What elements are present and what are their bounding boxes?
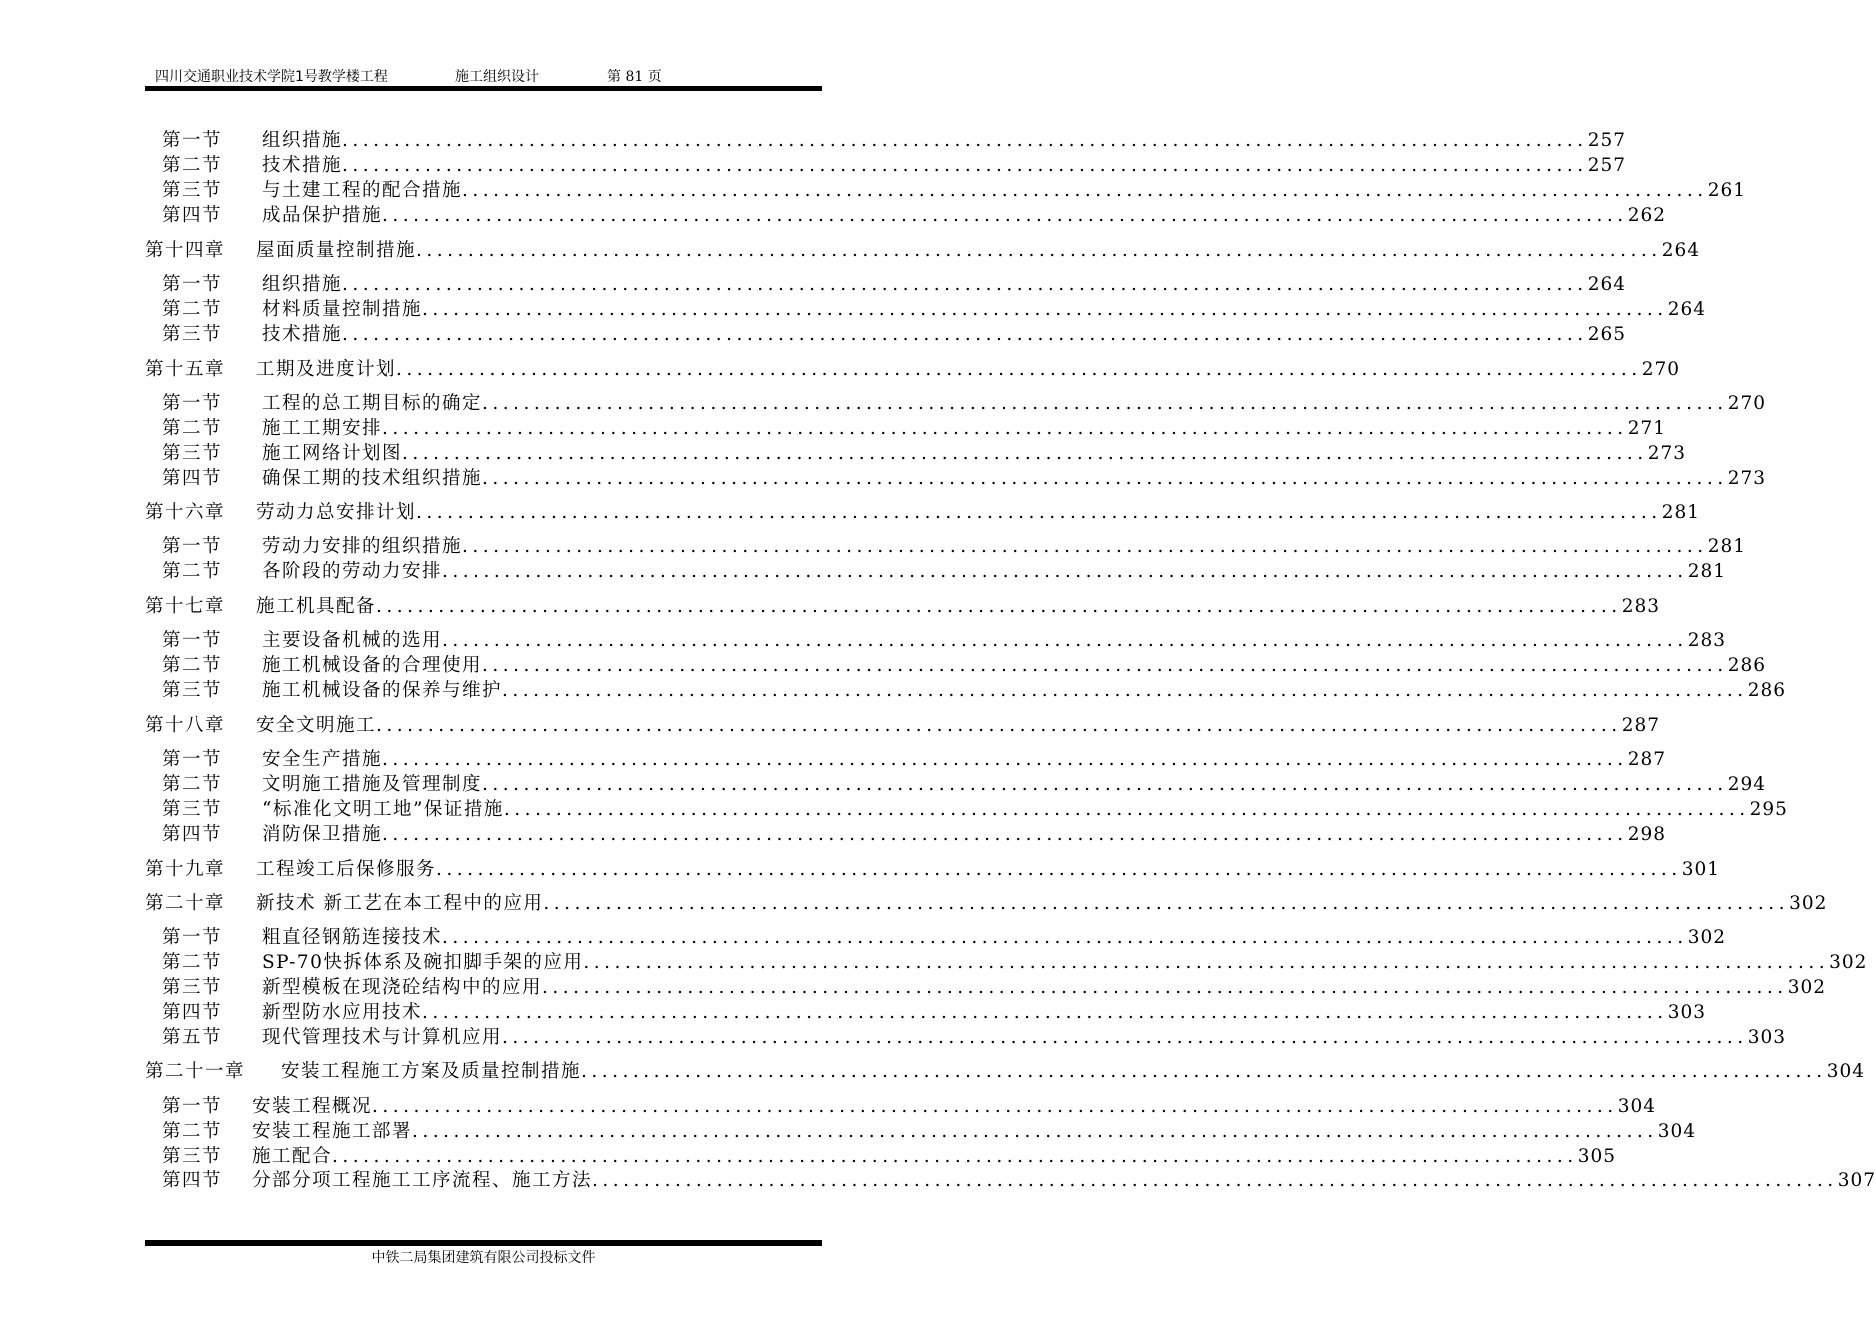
toc-leader-dots: ........................................................................................................................ (502, 680, 1748, 701)
toc-section-entry[interactable] (162, 651, 1767, 676)
toc-entry-page: 281 (1661, 502, 1701, 523)
toc-entry-page: 298 (1627, 824, 1667, 845)
toc-entry-number: 第四节 (162, 1170, 223, 1191)
toc-entry-page: 302 (1787, 977, 1827, 998)
toc-entry-title: 工期及进度计划 (256, 359, 397, 380)
toc-entry-title: 工程的总工期目标的确定 (262, 393, 483, 414)
toc-entry-page: 270 (1641, 359, 1681, 380)
toc-entry-title: 确保工期的技术组织措施 (262, 468, 483, 489)
toc-leader-dots: ........................................................................................................................ (402, 443, 1648, 464)
toc-leader-dots: ........................................................................................................................ (342, 155, 1588, 176)
toc-entry-page: 273 (1647, 443, 1687, 464)
toc-entry-page: 286 (1727, 655, 1767, 676)
toc-leader-dots: ........................................................................................................................ (502, 1027, 1748, 1048)
toc-leader-dots: ........................................................................................................................ (482, 468, 1728, 489)
toc-entry-number: 第二节 (162, 952, 223, 973)
toc-entry-page: 257 (1587, 130, 1627, 151)
toc-leader-dots: ........................................................................................................................ (376, 596, 1622, 617)
toc-entry-page: 295 (1749, 799, 1788, 820)
toc-entry-page: 304 (1657, 1121, 1697, 1142)
toc-leader-dots: ........................................................................................................................ (416, 502, 1662, 523)
toc-entry-number: 第十六章 (145, 502, 226, 523)
toc-entry-title: 与土建工程的配合措施 (262, 180, 463, 201)
toc-entry-number: 第四节 (162, 205, 223, 226)
toc-chapter-entry[interactable] (145, 711, 1661, 736)
toc-entry-number: 第三节 (162, 324, 223, 345)
toc-leader-dots: ........................................................................................................................ (342, 274, 1588, 295)
toc-entry-title: SP-70快拆体系及碗扣脚手架的应用 (262, 952, 584, 973)
toc-entry-title: 安装工程概况 (252, 1096, 373, 1117)
toc-section-entry[interactable] (162, 676, 1787, 701)
toc-section-entry[interactable] (162, 439, 1687, 464)
toc-section-entry[interactable] (162, 464, 1767, 489)
toc-entry-title: 组织措施 (262, 274, 343, 295)
toc-entry-page: 281 (1687, 561, 1727, 582)
toc-entry-title: 技术措施 (262, 155, 343, 176)
toc-entry-number: 第三节 (162, 799, 223, 820)
toc-leader-dots: ........................................................................................................................ (462, 180, 1708, 201)
toc-entry-page: 303 (1667, 1002, 1707, 1023)
toc-entry-number: 第四节 (162, 824, 223, 845)
toc-entry-page: 273 (1727, 468, 1767, 489)
toc-section-entry[interactable] (162, 389, 1767, 414)
toc-chapter-entry[interactable] (145, 592, 1661, 617)
toc-entry-title: 新型模板在现浇砼结构中的应用 (262, 977, 543, 998)
toc-leader-dots: ........................................................................................................................ (342, 130, 1588, 151)
toc-entry-title: 分部分项工程施工工序流程、施工方法 (252, 1170, 593, 1191)
toc-entry-page: 287 (1627, 749, 1667, 770)
toc-entry-page: 257 (1587, 155, 1627, 176)
toc-entry-title: 施工工期安排 (262, 418, 383, 439)
toc-entry-page: 264 (1587, 274, 1627, 295)
toc-section-entry[interactable] (162, 151, 1627, 176)
toc-leader-dots: ........................................................................................................................ (442, 630, 1688, 651)
toc-entry-page: 281 (1707, 536, 1747, 557)
toc-entry-title: 粗直径钢筋连接技术 (262, 927, 443, 948)
toc-leader-dots: ........................................................................................................................ (583, 952, 1830, 973)
toc-entry-title: 新型防水应用技术 (262, 1002, 423, 1023)
toc-leader-dots: ........................................................................................................................ (462, 536, 1708, 557)
toc-leader-dots: ........................................................................................................................ (442, 561, 1688, 582)
toc-leader-dots: ........................................................................................................................ (376, 715, 1622, 736)
toc-section-entry[interactable] (162, 201, 1667, 226)
toc-entry-title: 劳动力安排的组织措施 (262, 536, 463, 557)
toc-entry-number: 第三节 (162, 977, 223, 998)
toc-entry-number: 第三节 (162, 180, 223, 201)
toc-entry-number: 第五节 (162, 1027, 223, 1048)
toc-section-entry[interactable] (162, 973, 1827, 998)
toc-entry-page: 305 (1577, 1146, 1617, 1167)
toc-section-entry[interactable] (162, 948, 1868, 973)
header-document-type: 施工组织设计 (455, 69, 539, 85)
toc-entry-number: 第二节 (162, 655, 223, 676)
toc-entry-page: 303 (1747, 1027, 1787, 1048)
toc-entry-title: 施工配合 (252, 1146, 333, 1167)
toc-leader-dots: ........................................................................................................................ (503, 799, 1750, 820)
toc-leader-dots: ........................................................................................................................ (396, 359, 1642, 380)
toc-entry-title: 材料质量控制措施 (262, 299, 423, 320)
toc-entry-number: 第二节 (162, 774, 223, 795)
toc-leader-dots: ........................................................................................................................ (422, 299, 1668, 320)
toc-entry-title: 施工网络计划图 (262, 443, 403, 464)
toc-entry-page: 307 (1837, 1170, 1876, 1191)
toc-entry-page: 304 (1826, 1061, 1866, 1082)
toc-entry-title: 新技术 新工艺在本工程中的应用 (256, 893, 544, 914)
header-page-number: 第 81 页 (607, 69, 662, 85)
toc-chapter-entry[interactable] (145, 889, 1828, 914)
toc-leader-dots: ........................................................................................................................ (416, 240, 1662, 261)
toc-entry-page: 301 (1681, 859, 1721, 880)
toc-leader-dots: ........................................................................................................................ (382, 824, 1628, 845)
toc-section-entry[interactable] (162, 770, 1767, 795)
toc-entry-title: 安装工程施工部署 (252, 1121, 413, 1142)
toc-section-entry[interactable] (162, 126, 1627, 151)
toc-entry-page: 265 (1587, 324, 1627, 345)
toc-section-entry[interactable] (162, 414, 1667, 439)
toc-section-entry[interactable] (162, 745, 1667, 770)
toc-chapter-entry[interactable] (145, 855, 1721, 880)
toc-entry-page: 304 (1617, 1096, 1657, 1117)
toc-entry-page: 302 (1789, 893, 1828, 914)
toc-entry-title: 成品保护措施 (262, 205, 383, 226)
toc-section-entry[interactable] (162, 1023, 1787, 1048)
toc-leader-dots: ........................................................................................................................ (372, 1096, 1618, 1117)
toc-entry-title: 劳动力总安排计划 (256, 502, 417, 523)
toc-leader-dots: ........................................................................................................................ (482, 774, 1728, 795)
toc-section-entry[interactable] (162, 320, 1627, 345)
toc-entry-number: 第十八章 (145, 715, 226, 736)
toc-leader-dots: ........................................................................................................................ (422, 1002, 1668, 1023)
toc-leader-dots: ........................................................................................................................ (382, 418, 1628, 439)
toc-entry-number: 第十五章 (145, 359, 226, 380)
toc-entry-page: 270 (1727, 393, 1767, 414)
toc-leader-dots: ........................................................................................................................ (412, 1121, 1658, 1142)
toc-entry-number: 第十七章 (145, 596, 226, 617)
toc-leader-dots: ........................................................................................................................ (382, 205, 1628, 226)
toc-entry-number: 第二十章 (145, 893, 226, 914)
toc-entry-page: 286 (1747, 680, 1787, 701)
toc-entry-number: 第一节 (162, 393, 223, 414)
toc-leader-dots: ........................................................................................................................ (543, 893, 1790, 914)
toc-entry-title: “标准化文明工地”保证措施 (262, 799, 504, 820)
toc-entry-number: 第一节 (162, 536, 223, 557)
toc-chapter-entry[interactable] (145, 498, 1701, 523)
toc-entry-title: 安全文明施工 (256, 715, 377, 736)
toc-entry-number: 第二节 (162, 418, 223, 439)
toc-entry-title: 主要设备机械的选用 (262, 630, 443, 651)
toc-leader-dots: ........................................................................................................................ (482, 393, 1728, 414)
toc-entry-title: 各阶段的劳动力安排 (262, 561, 443, 582)
toc-entry-page: 294 (1727, 774, 1767, 795)
toc-entry-number: 第一节 (162, 274, 223, 295)
toc-entry-number: 第二十一章 (145, 1061, 246, 1082)
toc-leader-dots: ........................................................................................................................ (382, 749, 1628, 770)
toc-entry-number: 第一节 (162, 927, 223, 948)
toc-section-entry[interactable] (162, 795, 1788, 820)
toc-entry-number: 第二节 (162, 299, 223, 320)
toc-leader-dots: ........................................................................................................................ (436, 859, 1682, 880)
toc-leader-dots: ........................................................................................................................ (342, 324, 1588, 345)
toc-entry-title: 现代管理技术与计算机应用 (262, 1027, 503, 1048)
header-project-title: 四川交通职业技术学院1号教学楼工程 (155, 69, 388, 85)
header-rule (145, 86, 822, 91)
toc-section-entry[interactable] (162, 295, 1707, 320)
toc-leader-dots: ........................................................................................................................ (581, 1061, 1827, 1082)
toc-section-entry[interactable] (162, 626, 1727, 651)
toc-section-entry[interactable] (162, 270, 1627, 295)
toc-entry-page: 264 (1661, 240, 1701, 261)
toc-entry-number: 第四节 (162, 468, 223, 489)
toc-leader-dots: ........................................................................................................................ (592, 1170, 1838, 1191)
toc-entry-page: 302 (1687, 927, 1727, 948)
toc-entry-title: 工程竣工后保修服务 (256, 859, 437, 880)
toc-section-entry[interactable] (162, 1166, 1876, 1191)
toc-entry-number: 第三节 (162, 680, 223, 701)
toc-entry-title: 消防保卫措施 (262, 824, 383, 845)
toc-entry-page: 262 (1627, 205, 1667, 226)
toc-chapter-entry[interactable] (145, 236, 1701, 261)
toc-entry-number: 第一节 (162, 630, 223, 651)
toc-section-entry[interactable] (162, 1092, 1657, 1117)
page-header (145, 62, 822, 86)
toc-entry-number: 第一节 (162, 130, 223, 151)
toc-section-entry[interactable] (162, 557, 1727, 582)
toc-entry-number: 第一节 (162, 749, 223, 770)
toc-chapter-entry[interactable] (145, 1057, 1866, 1082)
toc-leader-dots: ........................................................................................................................ (482, 655, 1728, 676)
toc-entry-page: 302 (1829, 952, 1868, 973)
toc-entry-number: 第二节 (162, 155, 223, 176)
toc-entry-title: 屋面质量控制措施 (256, 240, 417, 261)
toc-entry-title: 施工机具配备 (256, 596, 377, 617)
toc-section-entry[interactable] (162, 923, 1727, 948)
toc-leader-dots: ........................................................................................................................ (332, 1146, 1578, 1167)
toc-entry-title: 组织措施 (262, 130, 343, 151)
toc-entry-page: 283 (1687, 630, 1727, 651)
toc-entry-number: 第二节 (162, 1121, 223, 1142)
toc-entry-number: 第三节 (162, 1146, 223, 1167)
toc-section-entry[interactable] (162, 820, 1667, 845)
toc-entry-title: 施工机械设备的合理使用 (262, 655, 483, 676)
toc-leader-dots: ........................................................................................................................ (442, 927, 1688, 948)
toc-leader-dots: ........................................................................................................................ (542, 977, 1788, 998)
toc-entry-page: 287 (1621, 715, 1661, 736)
page-footer: 中铁二局集团建筑有限公司投标文件 (371, 1250, 596, 1266)
footer-rule (145, 1240, 822, 1246)
toc-section-entry[interactable] (162, 1142, 1617, 1167)
toc-entry-page: 264 (1667, 299, 1707, 320)
toc-entry-title: 安装工程施工方案及质量控制措施 (281, 1061, 582, 1082)
toc-entry-page: 271 (1627, 418, 1667, 439)
toc-section-entry[interactable] (162, 532, 1747, 557)
toc-entry-title: 技术措施 (262, 324, 343, 345)
toc-entry-number: 第四节 (162, 1002, 223, 1023)
toc-entry-number: 第十四章 (145, 240, 226, 261)
toc-entry-page: 261 (1707, 180, 1747, 201)
toc-entry-title: 文明施工措施及管理制度 (262, 774, 483, 795)
toc-entry-number: 第十九章 (145, 859, 226, 880)
toc-entry-title: 安全生产措施 (262, 749, 383, 770)
toc-section-entry[interactable] (162, 998, 1707, 1023)
toc-section-entry[interactable] (162, 176, 1747, 201)
toc-entry-title: 施工机械设备的保养与维护 (262, 680, 503, 701)
toc-chapter-entry[interactable] (145, 355, 1681, 380)
toc-section-entry[interactable] (162, 1117, 1697, 1142)
toc-entry-number: 第二节 (162, 561, 223, 582)
toc-entry-page: 283 (1621, 596, 1661, 617)
toc-entry-number: 第一节 (162, 1096, 223, 1117)
toc-entry-number: 第三节 (162, 443, 223, 464)
